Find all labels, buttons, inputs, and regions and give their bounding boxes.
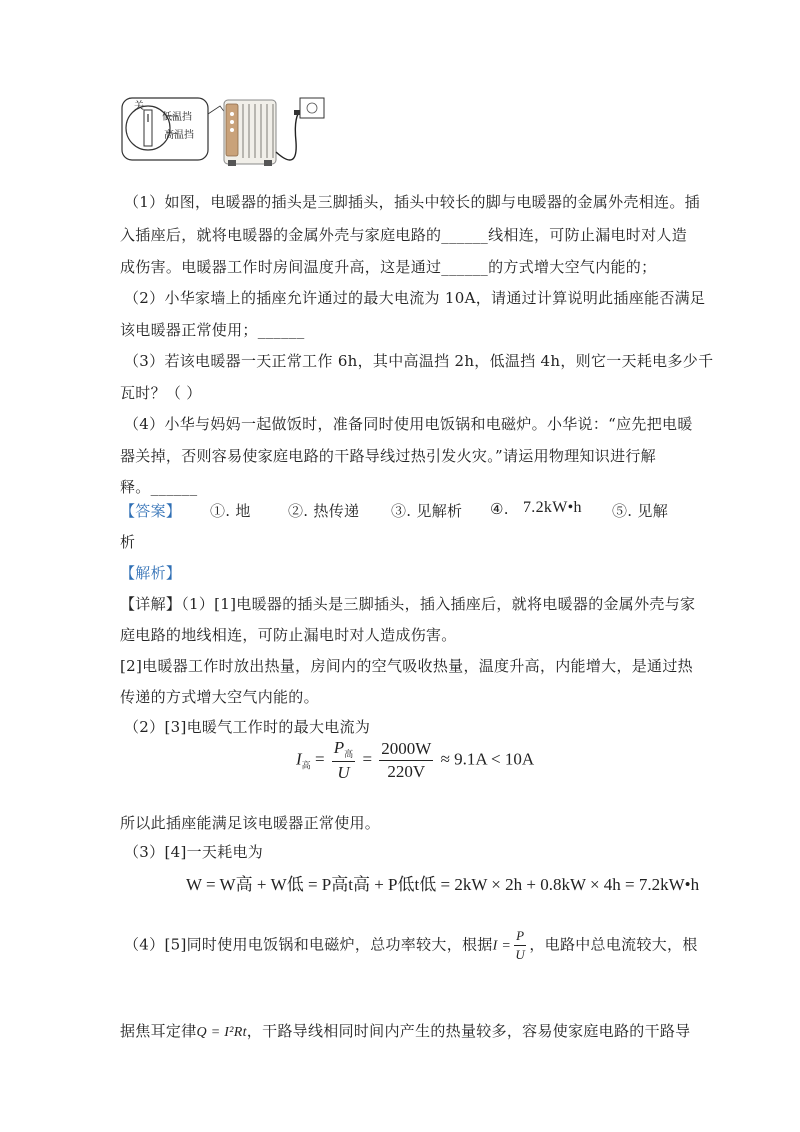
analysis-label: 【解析】	[120, 564, 182, 582]
f1-lhs-sub: 高	[301, 760, 311, 771]
answer-3: ③. 见解析	[391, 502, 463, 520]
f1-eq2: =	[362, 749, 373, 769]
analysis-p6	[124, 928, 698, 963]
p6-post: ，电路中总电流较大，根	[529, 935, 698, 954]
analysis-p1-line2: 庭电路的地线相连，可防止漏电时对人造成伤害。	[120, 626, 457, 644]
answer-1: ①. 地	[210, 502, 251, 520]
p7-formula: Q = I²Rt	[196, 1025, 247, 1040]
analysis-p7	[120, 1020, 690, 1041]
q1-line2: 入插座后，就将电暖器的金属外壳与家庭电路的______线相连，可防止漏电时对人造	[120, 226, 688, 244]
label-high: 高温挡	[164, 130, 194, 141]
q1-line3: 成伤害。电暖器工作时房间温度升高，这是通过______的方式增大空气内能的；	[120, 258, 657, 276]
f1-eq1: =	[314, 749, 325, 769]
answer-4-value: 7.2kW•h	[523, 499, 582, 516]
analysis-p2-line1: [2]电暖器工作时放出热量，房间内的空气吸收热量，温度升高，内能增大，是通过热	[120, 657, 693, 675]
p6-frac: $\frac{P}{U}$	[515, 928, 526, 962]
answer-2: ②. 热传递	[288, 502, 360, 520]
q4-line1: （4）小华与妈妈一起做饭时，准备同时使用电饭锅和电磁炉。小华说：“应先把电暖	[124, 415, 693, 433]
p6-I: I =	[492, 938, 512, 954]
answer-label: 【答案】	[120, 502, 182, 520]
answer-5: ⑤. 见解	[612, 502, 669, 520]
q2-line1: （2）小华家墙上的插座允许通过的最大电流为 10A，请通过计算说明此插座能否满足	[124, 289, 706, 307]
q4-line2: 器关掉，否则容易使家庭电路的干路导线过热引发火灾。”请运用物理知识进行解	[120, 447, 656, 465]
q1-line1: （1）如图，电暖器的插头是三脚插头，插头中较长的脚与电暖器的金属外壳相连。插	[124, 193, 700, 211]
q3-line1: （3）若该电暖器一天正常工作 6h，其中高温挡 2h，低温挡 4h，则它一天耗电多少千	[124, 352, 714, 370]
f1-lhs: I	[296, 749, 302, 769]
answer-4: ④.	[490, 500, 509, 518]
power-cord	[276, 114, 298, 160]
p7-pre: 据焦耳定律	[120, 1022, 197, 1040]
p7-post: ，干路导线相同时间内产生的热量较多，容易使家庭电路的干路导	[246, 1022, 691, 1040]
analysis-p2-line2: 传递的方式增大空气内能的。	[120, 688, 319, 706]
f1-frac1: $\frac{P_高}{U}$	[333, 738, 354, 782]
heater-figure	[118, 92, 338, 170]
formula-current	[296, 738, 534, 783]
analysis-p1-text: （1）[1]电暖器的插头是三脚插头，插入插座后，就将电暖器的金属外壳与家	[181, 595, 696, 613]
q4-line3: 释。______	[120, 478, 198, 496]
f1-frac2: $\frac{2000W}{220V}$	[381, 739, 432, 781]
answer-wrap: 析	[120, 533, 136, 551]
analysis-p1-line1	[120, 593, 695, 614]
wall-socket-icon	[300, 98, 324, 118]
q2-line2: 该电暖器正常使用；______	[120, 321, 305, 339]
analysis-p3: （2）[3]电暖气工作时的最大电流为	[124, 718, 371, 736]
detail-label: 【详解】	[120, 595, 182, 613]
label-off: 关	[134, 101, 144, 112]
label-low: 低温挡	[162, 112, 192, 123]
analysis-p5: （3）[4]一天耗电为	[124, 843, 264, 861]
analysis-p4: 所以此插座能满足该电暖器正常使用。	[120, 814, 381, 832]
q3-line2: 瓦时？（ ）	[120, 384, 202, 402]
f1-tail: ≈ 9.1A < 10A	[440, 749, 535, 769]
p6-pre: （4）[5]同时使用电饭锅和电磁炉，总功率较大，根据	[124, 935, 493, 954]
formula-energy: W = W高 + W低 = P高t高 + P低t低 = 2kW × 2h + 0.8kW × 4h = 7.2kW•h	[186, 875, 700, 894]
